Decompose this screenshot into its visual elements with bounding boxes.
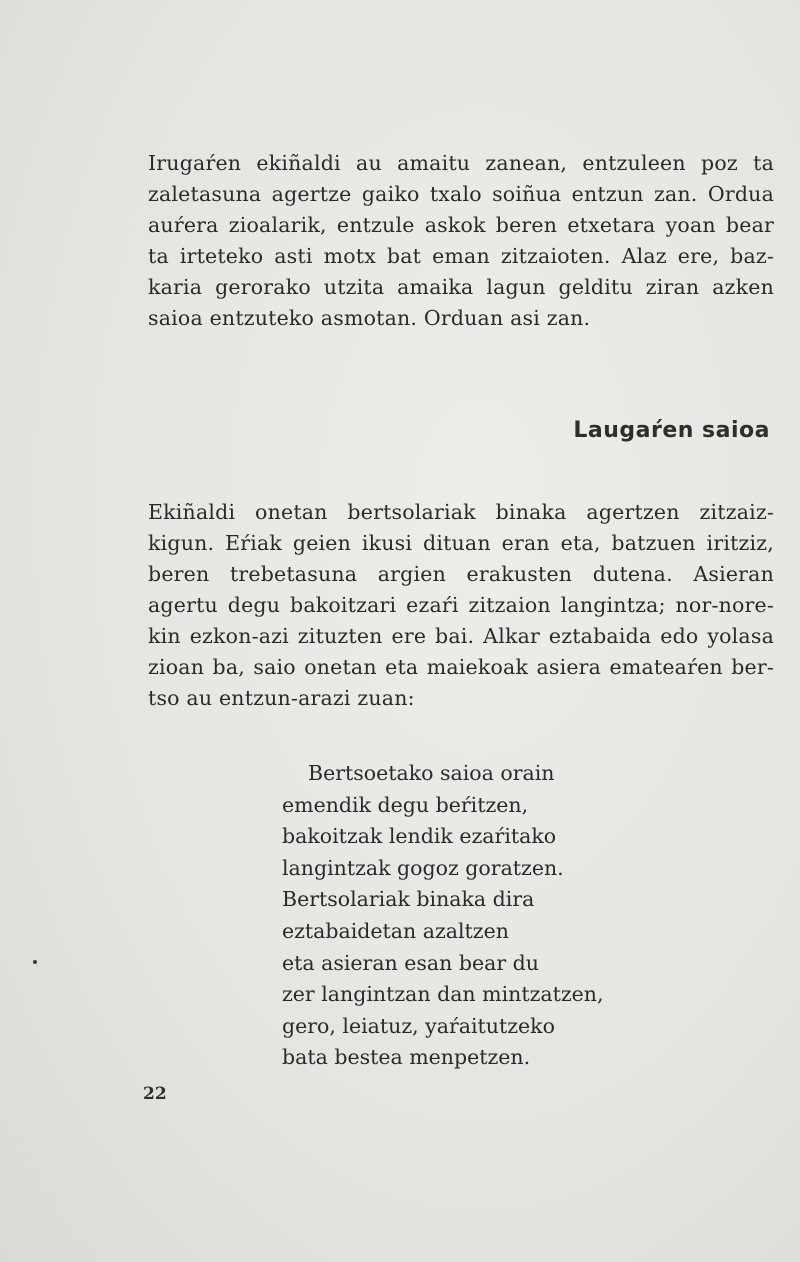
verse-line: emendik degu beŕitzen, bbox=[282, 792, 529, 817]
paragraph-line: karia gerorako utzita amaika lagun gelditu ziran azken bbox=[148, 275, 774, 299]
paragraph-line: Irugaŕen ekiñaldi au amaitu zanean, entzuleen poz ta bbox=[148, 151, 774, 175]
paragraph-section-body bbox=[148, 497, 774, 714]
paragraph-line: auŕera zioalarik, entzule askok beren etxetara yoan bear bbox=[148, 213, 774, 237]
page-number: 22 bbox=[143, 1084, 167, 1104]
verse-line: gero, leiatuz, yaŕaitutzeko bbox=[282, 1013, 555, 1038]
verse-line: bakoitzak lendik ezaŕitako bbox=[282, 824, 557, 849]
verse-line: eztabaidetan azaltzen bbox=[282, 918, 509, 943]
paragraph-line: zioan ba, saio onetan eta maiekoak asiera emateaŕen ber- bbox=[148, 655, 774, 679]
paragraph-line: beren trebetasuna argien erakusten dutena. Asieran bbox=[148, 562, 774, 586]
paragraph-line: zaletasuna agertze gaiko txalo soiñua entzun zan. Ordua bbox=[148, 182, 774, 206]
section-heading: Laugaŕen saioa bbox=[573, 418, 770, 443]
paragraph-line: kin ezkon-azi zituzten ere bai. Alkar eztabaida edo yolasa bbox=[148, 624, 774, 648]
verse-line: bata bestea menpetzen. bbox=[282, 1045, 531, 1070]
verse-line: zer langintzan dan mintzatzen, bbox=[282, 982, 604, 1007]
paragraph-line: kigun. Eŕiak geien ikusi dituan eran eta, batzuen iritziz, bbox=[148, 531, 774, 555]
paper-speck bbox=[33, 960, 37, 964]
paragraph-line: agertu degu bakoitzari ezaŕi zitzaion langintza; nor-nore- bbox=[148, 593, 774, 617]
verse-block bbox=[282, 758, 604, 1074]
verse-line: langintzak gogoz goratzen. bbox=[282, 855, 564, 880]
paragraph-line: tso au entzun-arazi zuan: bbox=[148, 686, 415, 710]
paragraph-intro bbox=[148, 148, 774, 334]
verse-line: eta asieran esan bear du bbox=[282, 950, 539, 975]
paragraph-line: saioa entzuteko asmotan. Orduan asi zan. bbox=[148, 306, 591, 330]
verse-line: Bertsoetako saioa orain bbox=[308, 761, 555, 785]
paragraph-line: ta irteteko asti motx bat eman zitzaioten. Alaz ere, baz- bbox=[148, 244, 774, 268]
verse-line: Bertsolariak binaka dira bbox=[282, 887, 535, 912]
paragraph-line: Ekiñaldi onetan bertsolariak binaka agertzen zitzaiz- bbox=[148, 500, 774, 524]
